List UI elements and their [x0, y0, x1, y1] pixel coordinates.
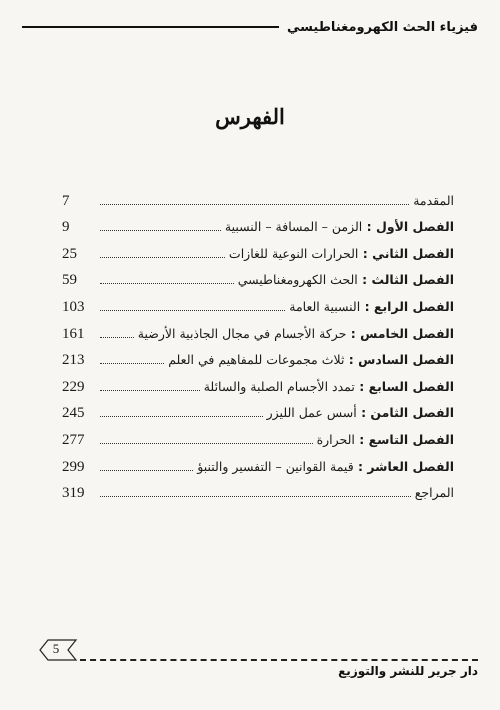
toc-dot-leader [100, 337, 134, 338]
toc-topic: ثلاث مجموعات للمفاهيم في العلم [168, 352, 345, 368]
toc-chapter-label: الفصل الثاني [372, 245, 454, 261]
toc-page-number: 277 [62, 431, 85, 448]
toc-separator: : [354, 431, 369, 447]
toc-separator: : [357, 272, 372, 288]
toc-entry [62, 397, 454, 424]
toc-separator: : [362, 219, 376, 235]
toc-page-number: 319 [62, 485, 85, 502]
toc-entry [62, 237, 454, 264]
toc-separator: : [344, 352, 359, 368]
toc-entry-text [238, 274, 454, 290]
page-title: الفهرس [215, 104, 285, 129]
toc-page-number: 229 [62, 378, 85, 395]
toc-dot-leader [100, 204, 409, 205]
toc-entry [62, 264, 454, 291]
toc-entry-text [289, 298, 454, 317]
toc-chapter-label: الفصل الثالث [371, 272, 454, 288]
toc-page-number: 103 [62, 298, 85, 315]
toc-entry [62, 290, 454, 317]
toc-separator: : [358, 245, 373, 261]
toc-dot-leader [100, 443, 313, 444]
toc-dot-leader [100, 470, 193, 471]
toc-page-number: 299 [62, 458, 85, 475]
header-title: فيزياء الحث الكهرومغناطيسي [287, 19, 478, 35]
toc-entry [62, 477, 454, 504]
toc-dot-leader [100, 416, 263, 417]
toc-entry-text [267, 407, 454, 423]
page-number: 5 [52, 641, 60, 656]
toc-topic: أسس عمل الليزر [266, 405, 357, 421]
toc-chapter-label: الفصل العاشر [367, 458, 454, 474]
toc-entry [62, 344, 454, 371]
toc-chapter-label: الفصل السادس [358, 352, 454, 368]
header-rule [22, 26, 279, 28]
toc-page-number: 213 [62, 352, 85, 369]
toc-entry [62, 184, 454, 211]
toc-entry [62, 317, 454, 344]
toc-chapter-label: الفصل الثامن [370, 405, 454, 421]
toc-entry-text [137, 325, 454, 344]
toc-dot-leader [100, 363, 164, 364]
toc-entry-text [316, 431, 454, 450]
toc-topic: تمدد الأجسام الصلبة والسائلة [203, 378, 355, 394]
toc-topic: قيمة القوانين – التفسير والتنبؤ [197, 458, 354, 474]
toc-separator: : [356, 405, 371, 421]
toc-dot-leader [100, 230, 221, 231]
toc-chapter-label: الفصل الخامس [360, 325, 454, 341]
toc-chapter-label: الفصل التاسع [368, 431, 454, 447]
toc-entry [62, 370, 454, 397]
toc-entry-text [203, 378, 454, 397]
toc-separator: : [360, 298, 374, 314]
toc-dot-leader [100, 390, 200, 391]
toc-dot-leader [100, 283, 234, 284]
toc-entry [62, 211, 454, 238]
page-number-badge [38, 639, 78, 661]
toc-entry-text [415, 487, 454, 503]
toc-topic: الحرارة [316, 431, 355, 447]
toc-dot-leader [100, 257, 225, 258]
toc-topic: المقدمة [413, 192, 454, 208]
toc-topic: المراجع [414, 485, 454, 501]
toc-dot-leader [100, 310, 285, 311]
toc-entry-text [168, 354, 454, 370]
toc-topic: حركة الأجسام في مجال الجاذبية الأرضية [137, 325, 347, 341]
toc-entry [62, 423, 454, 450]
toc-entry-text [225, 221, 454, 237]
toc-topic: الحث الكهرومغناطيسي [237, 272, 358, 288]
toc-separator: : [353, 458, 368, 474]
toc-entry [62, 450, 454, 477]
publisher-name: دار جرير للنشر والتوزيع [338, 664, 478, 678]
table-of-contents [62, 184, 454, 503]
toc-page-number: 7 [62, 192, 70, 209]
toc-topic: الحرارات النوعية للغازات [228, 245, 359, 261]
toc-page-number: 59 [62, 272, 77, 289]
toc-page-number: 25 [62, 245, 77, 262]
toc-entry-text [197, 458, 454, 477]
toc-entry-text [413, 192, 454, 211]
toc-separator: : [354, 378, 369, 394]
toc-page-number: 245 [62, 405, 85, 422]
toc-topic: النسبية العامة [289, 298, 361, 314]
running-header [22, 14, 478, 40]
toc-page-number: 9 [62, 219, 70, 236]
toc-chapter-label: الفصل السابع [368, 378, 454, 394]
toc-chapter-label: الفصل الرابع [373, 298, 454, 314]
toc-dot-leader [100, 496, 411, 497]
toc-chapter-label: الفصل الأول [375, 219, 454, 235]
toc-page-number: 161 [62, 325, 85, 342]
toc-entry-text [228, 245, 454, 264]
toc-separator: : [346, 325, 361, 341]
toc-topic: الزمن – المسافة – النسبية [224, 219, 363, 235]
footer-rule [80, 659, 478, 661]
